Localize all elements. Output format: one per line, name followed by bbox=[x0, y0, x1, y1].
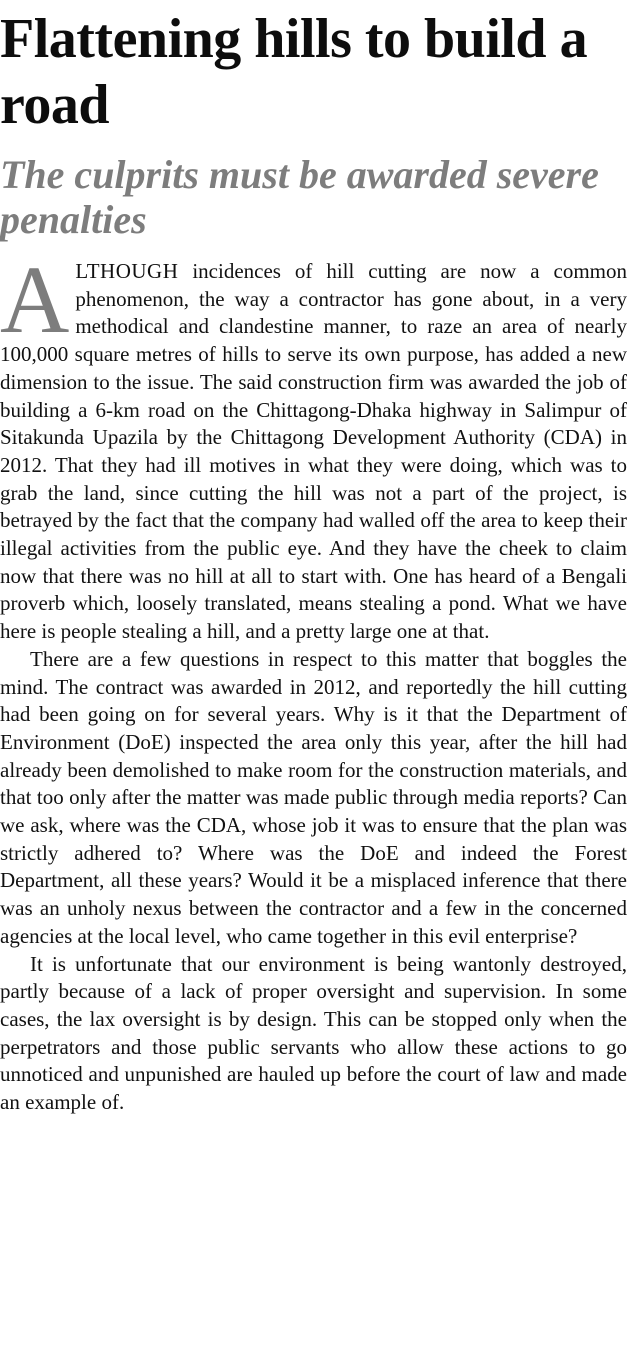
drop-cap: A bbox=[0, 246, 70, 353]
paragraph-2: There are a few questions in respect to this matter that boggles the mind. The contract was awarded in 2012, and reportedly the hill cutting had been going on for several years. Why is it that the Department of Environment (DoE) inspected the area only this year, after the hill had already been demolished to make room for the construction materials, and that too only after the matter was made public through media reports? Can we ask, where was the CDA, whose job it was to ensure that the plan was strictly adhered to? Where was the DoE and indeed the Forest Department, all these years? Would it be a misplaced inference that there was an unholy nexus between the contractor and a few in the concerned agencies at the local level, who came together in this evil enterprise? bbox=[0, 646, 627, 948]
paragraph-3: It is unfortunate that our environment is being wantonly destroyed, partly because of a lack of proper oversight and supervision. In some cases, the lax oversight is by design. This can be stopped only when the perpetrators and those public servants who allow these actions to go unnoticed and unpunished are hauled up before the court of law and made an example of. bbox=[0, 951, 627, 1115]
lead-in-caps: LTHOUGH bbox=[75, 259, 179, 283]
article-body bbox=[0, 246, 627, 1117]
headline: Flattening hills to build a road bbox=[0, 8, 588, 136]
paragraph-1-text: incidences of hill cutting are now a common phenomenon, the way a contractor has gone about, in a very methodical and clandestine manner, to raze an area of nearly 100,000 square metres of hills to serve its own purpose, has added a new dimension to the issue. The said construction firm was awarded the job of building a 6-km road on the Chittagong-Dhaka highway in Salimpur of Sitakunda Upazila by the Chittagong Development Authority (CDA) in 2012. That they had ill motives in what they were doing, which was to grab the land, since cutting the hill was not a part of the project, is betrayed by the fact that the company had walled off the area to keep their illegal activities from the public eye. And they have the cheek to claim now that there was no hill at all to start with. One has heard of a Bengali proverb which, loosely translated, means stealing a pond. What we have here is people stealing a hill, and a pretty large one at that. bbox=[0, 259, 627, 644]
paragraph-1 bbox=[0, 246, 627, 646]
subheadline: The culprits must be awarded severe penalties bbox=[0, 152, 599, 242]
